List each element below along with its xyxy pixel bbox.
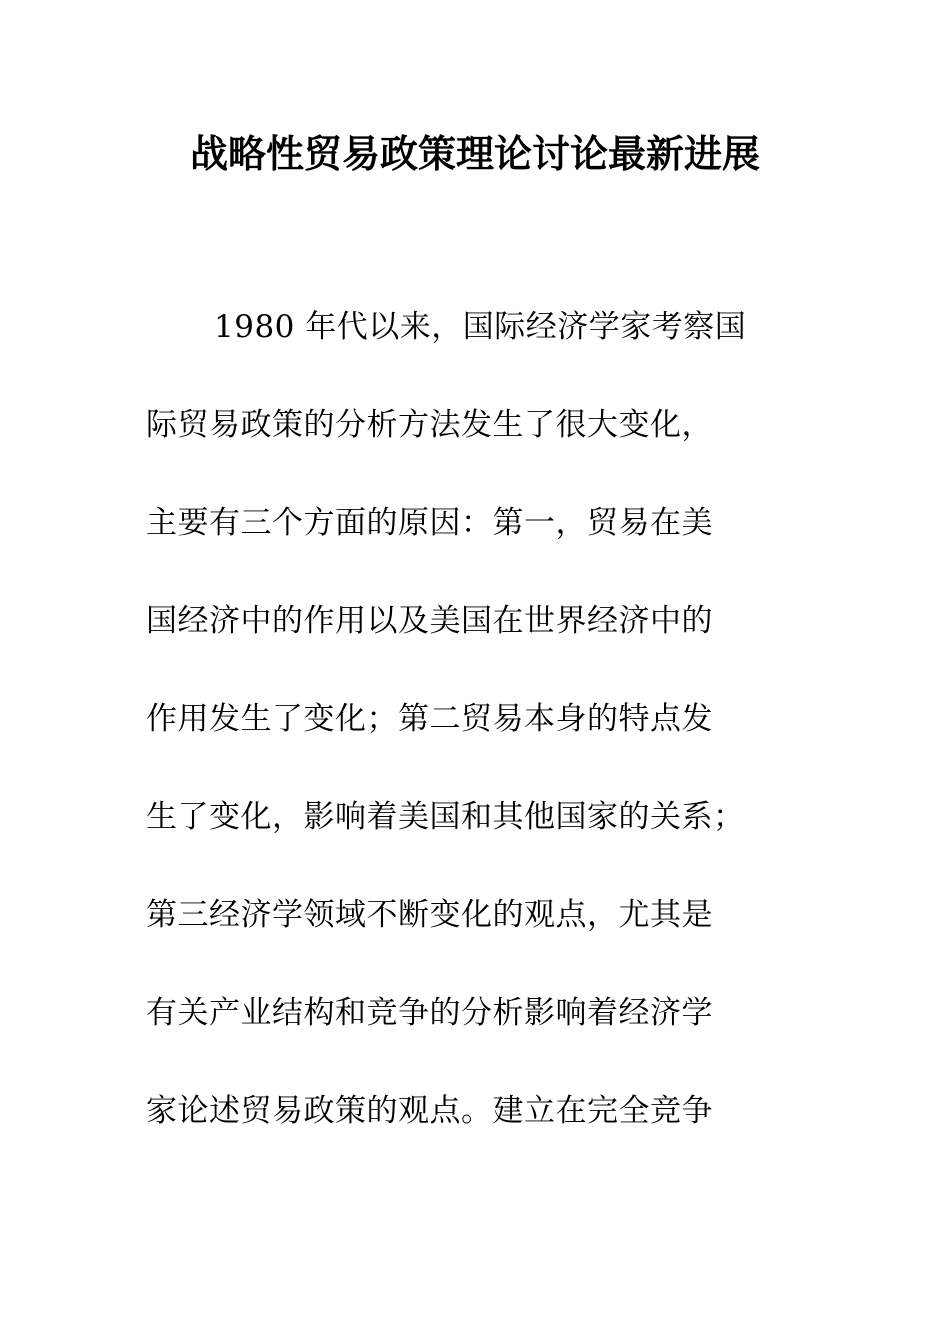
paragraph-line: 际贸易政策的分析方法发生了很大变化， xyxy=(146,407,713,443)
paragraph-line: 生了变化，影响着美国和其他国家的关系； xyxy=(146,799,745,835)
paragraph-line: 家论述贸易政策的观点。建立在完全竞争 xyxy=(146,1093,713,1129)
paragraph-line: 国经济中的作用以及美国在世界经济中的 xyxy=(146,603,713,639)
paragraph-line: 作用发生了变化；第二贸易本身的特点发 xyxy=(146,701,713,737)
paragraph-line: 1980 年代以来，国际经济学家考察国 xyxy=(214,309,747,345)
paragraph-line: 有关产业结构和竞争的分析影响着经济学 xyxy=(146,995,713,1031)
paragraph-line: 主要有三个方面的原因：第一，贸易在美 xyxy=(146,505,713,541)
paragraph-line: 第三经济学领域不断变化的观点，尤其是 xyxy=(146,897,713,933)
body-paragraph xyxy=(146,302,826,1184)
document-title: 战略性贸易政策理论讨论最新进展 xyxy=(189,132,760,176)
